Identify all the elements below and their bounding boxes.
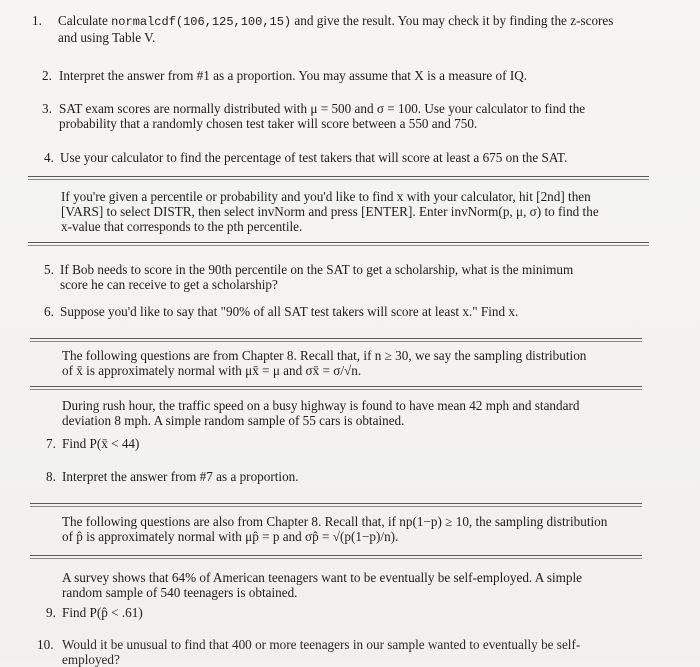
q1-text-line2: and using Table V.	[58, 30, 156, 45]
question-4: Use your calculator to find the percentage of test takers that will score at least a 675 on the SAT.	[60, 150, 568, 165]
q2-number: 2.	[42, 68, 52, 83]
box3-line1: The following questions are also from Chapter 8. Recall that, if np(1−p) ≥ 10, the sampling distribution	[62, 514, 608, 529]
question-9: Find P(p̂ < .61)	[62, 605, 143, 620]
q5-number: 5.	[44, 262, 54, 277]
survey-line1: A survey shows that 64% of American teenagers want to be eventually be self-employed. A simple	[62, 570, 583, 585]
q5-line1: If Bob needs to score in the 90th percentile on the SAT to get a scholarship, what is the minimum	[60, 262, 574, 277]
survey-scenario	[62, 570, 662, 600]
box3-line2: of p̂ is approximately normal with μp̂ = p and σp̂ = √(p(1−p)/n).	[62, 529, 399, 544]
q8-number: 8.	[46, 469, 56, 484]
question-3	[59, 101, 659, 131]
box2-top-rule-2	[30, 341, 642, 342]
box1-top-rule	[28, 176, 649, 177]
traffic-scenario	[62, 398, 662, 428]
traffic-line2: deviation 8 mph. A simple random sample of 55 cars is obtained.	[62, 413, 405, 428]
survey-line2: random sample of 540 teenagers is obtained.	[62, 585, 298, 600]
box2-bottom-rule-2	[30, 389, 642, 390]
box1-line1: If you're given a percentile or probability and you'd like to find x with your calculator, hit [2nd] then	[61, 189, 591, 204]
question-8: Interpret the answer from #7 as a proportion.	[62, 469, 299, 484]
q7-number: 7.	[46, 436, 56, 451]
question-2: Interpret the answer from #1 as a proportion. You may assume that X is a measure of IQ.	[59, 68, 528, 83]
q3-line2: probability that a randomly chosen test taker will score between a 550 and 750.	[59, 116, 478, 131]
box3-top-rule	[30, 503, 642, 504]
q4-number: 4.	[44, 150, 54, 165]
q1-code: normalcdf(106,125,100,15)	[111, 15, 292, 29]
q1-text-b: and give the result. You may check it by finding the z-scores	[291, 13, 614, 28]
box3-top-rule-2	[30, 506, 642, 507]
q3-number: 3.	[42, 101, 52, 116]
question-6: Suppose you'd like to say that "90% of all SAT test takers will score at least x." Find x.	[60, 304, 519, 319]
q5-line2: score he can receive to get a scholarship?	[60, 277, 278, 292]
box1-top-rule-2	[28, 179, 649, 180]
traffic-line1: During rush hour, the traffic speed on a busy highway is found to have mean 42 mph and standard	[62, 398, 580, 413]
q10-number: 10.	[37, 637, 54, 652]
box2-line1: The following questions are from Chapter 8. Recall that, if n ≥ 30, we say the sampling distribution	[62, 348, 587, 363]
invnorm-note-box	[61, 189, 651, 234]
question-1	[58, 13, 658, 45]
box3-bottom-rule-2	[30, 558, 642, 559]
q10-line2: employed?	[62, 652, 120, 667]
chapter8-proportion-note-box	[62, 514, 652, 544]
q1-text-a: Calculate	[58, 13, 112, 28]
question-10	[62, 637, 662, 667]
question-7: Find P(x̄ < 44)	[62, 436, 140, 451]
question-5	[60, 262, 660, 292]
q1-number: 1.	[32, 13, 42, 28]
q3-line1: SAT exam scores are normally distributed with μ = 500 and σ = 100. Use your calculator to find the	[59, 101, 586, 116]
box2-line2: of x̄ is approximately normal with μx̄ = μ and σx̄ = σ/√n.	[62, 363, 362, 378]
chapter8-note-box	[62, 348, 652, 378]
box2-bottom-rule	[30, 386, 642, 387]
q10-line1: Would it be unusual to find that 400 or more teenagers in our sample wanted to eventually be self-	[62, 637, 581, 652]
box1-line3: x-value that corresponds to the pth percentile.	[61, 219, 303, 234]
q6-number: 6.	[44, 304, 54, 319]
box1-line2: [VARS] to select DISTR, then select invNorm and press [ENTER]. Enter invNorm(p, μ, σ) to find the	[61, 204, 599, 219]
q9-number: 9.	[46, 605, 56, 620]
box1-bottom-rule-2	[28, 245, 649, 246]
box3-bottom-rule	[30, 555, 642, 556]
box2-top-rule	[30, 338, 642, 339]
box1-bottom-rule	[28, 242, 649, 243]
